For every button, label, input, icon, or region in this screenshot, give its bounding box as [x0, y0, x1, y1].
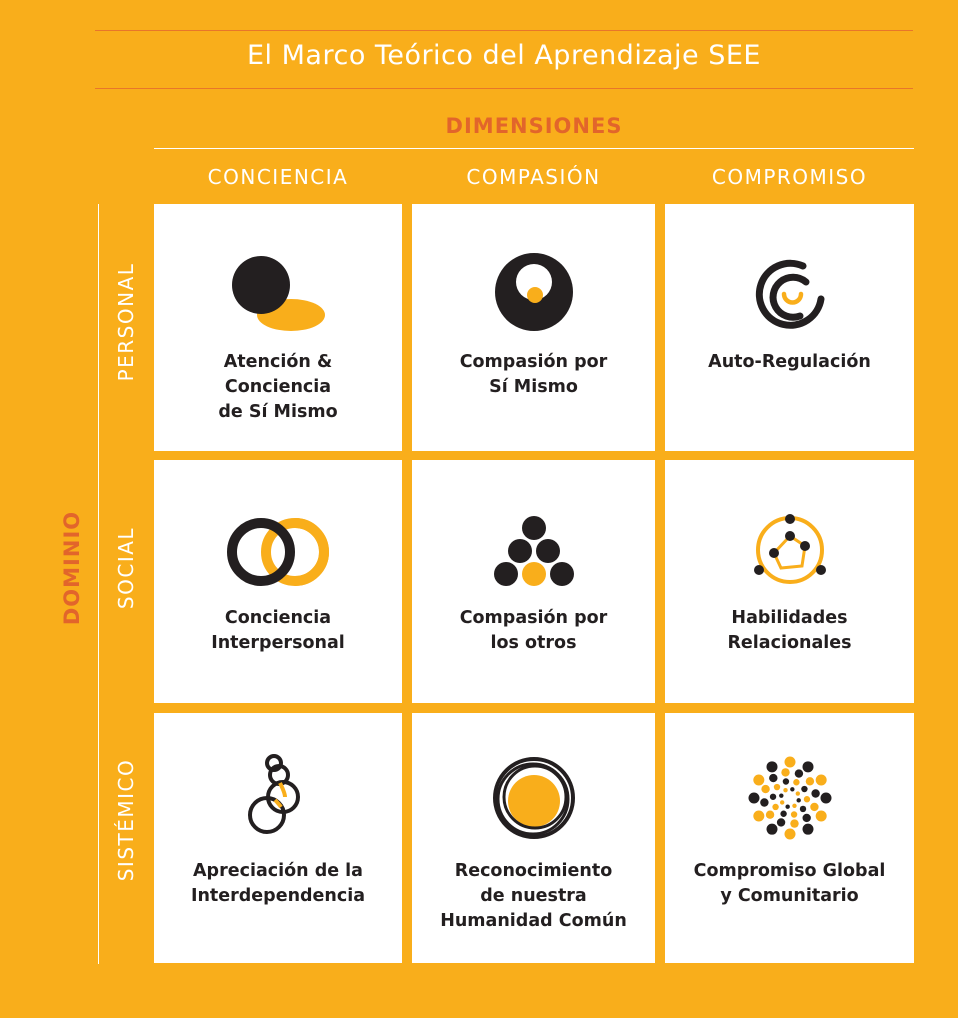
- cell-interdependence: [154, 713, 402, 963]
- title-bottom-rule: [95, 88, 913, 89]
- attention-icon: [223, 252, 333, 342]
- relational-skills-icon: [745, 508, 835, 598]
- cell-relational-skills: [665, 460, 914, 703]
- cell-common-humanity: [412, 713, 655, 963]
- dominio-rule: [98, 204, 99, 964]
- cell-label: Habilidades Relacionales: [727, 608, 852, 653]
- column-header-compromiso: COMPROMISO: [711, 165, 868, 189]
- cell-label: Compromiso Global y Comunitario: [693, 861, 886, 906]
- page-title: El Marco Teórico del Aprendizaje SEE: [246, 40, 761, 71]
- cell-label: Auto-Regulación: [708, 352, 871, 372]
- interdependence-icon: [233, 753, 323, 843]
- column-header-compasion: COMPASIÓN: [466, 165, 601, 189]
- row-header-personal: PERSONAL: [114, 262, 138, 382]
- cell-compassion-others: [412, 460, 655, 703]
- row-header-sistemico: SISTÉMICO: [114, 758, 138, 882]
- column-header-conciencia: CONCIENCIA: [207, 165, 349, 189]
- self-regulation-icon: [745, 252, 835, 342]
- cell-label: Reconocimiento de nuestra Humanidad Común: [440, 861, 627, 931]
- cell-label: Atención & Conciencia de Sí Mismo: [218, 352, 338, 422]
- cell-self-regulation: [665, 204, 914, 451]
- compassion-others-icon: [489, 508, 579, 598]
- self-compassion-icon: [489, 252, 579, 342]
- global-engagement-icon: [745, 753, 835, 843]
- cell-global-engagement: [665, 713, 914, 963]
- dimensiones-heading: DIMENSIONES: [445, 114, 623, 138]
- common-humanity-icon: [489, 753, 579, 843]
- interpersonal-icon: [218, 508, 338, 598]
- cell-attention: [154, 204, 402, 451]
- dominio-heading: DOMINIO: [60, 510, 84, 626]
- cell-label: Apreciación de la Interdependencia: [190, 861, 366, 906]
- cell-label: Compasión por Sí Mismo: [459, 352, 608, 397]
- cell-interpersonal: [154, 460, 402, 703]
- dimensiones-rule: [154, 148, 914, 149]
- row-header-social: SOCIAL: [114, 526, 138, 610]
- cell-self-compassion: [412, 204, 655, 451]
- title-top-rule: [95, 30, 913, 31]
- cell-label: Compasión por los otros: [459, 608, 608, 653]
- cell-label: Conciencia Interpersonal: [211, 608, 345, 653]
